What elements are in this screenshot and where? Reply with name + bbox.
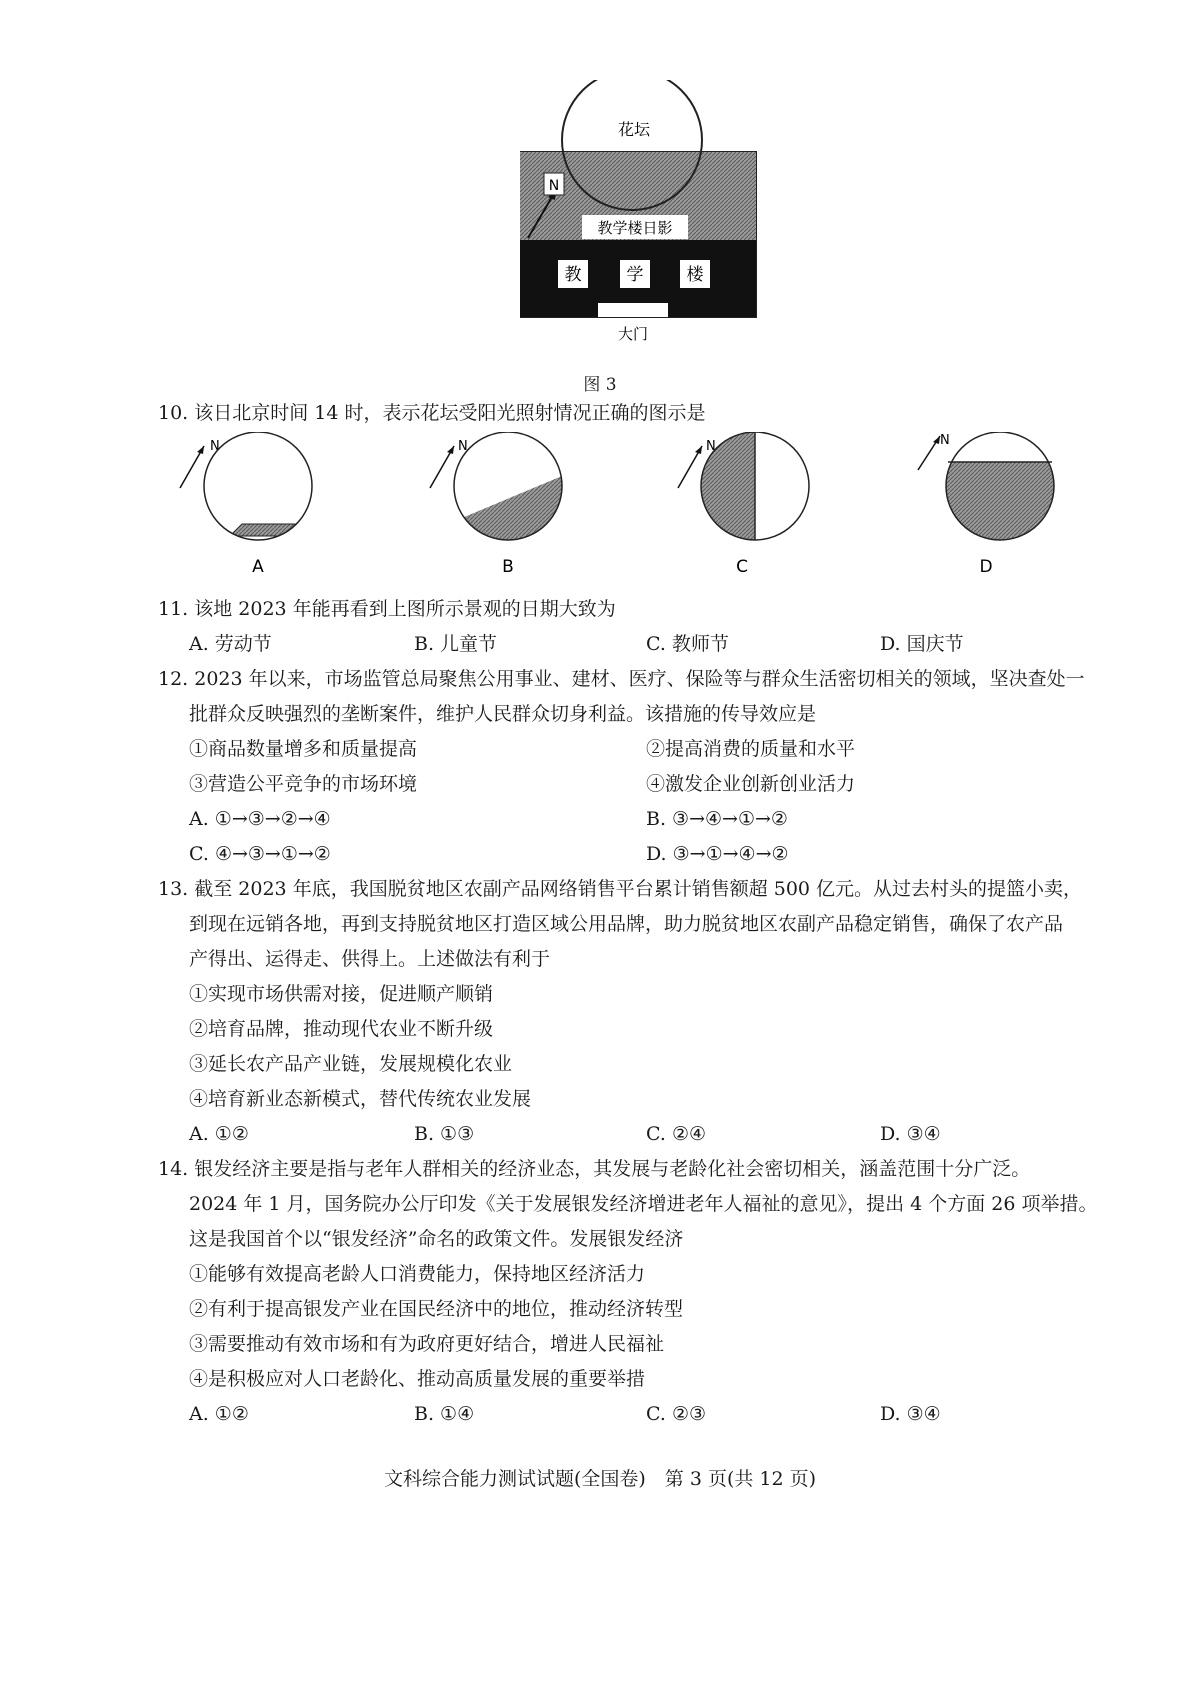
question-13-stem-line-1: 13. 截至 2023 年底，我国脱贫地区农副产品网络销售平台累计销售额超 500 亿元。从过去村头的提篮小卖，: [158, 878, 1083, 900]
question-14-stem-line-2: 2024 年 1 月，国务院办公厅印发《关于发展银发经济增进老年人福祉的意见》，提出 4 个方面 26 项举措。: [189, 1193, 1098, 1215]
question-14-stem-line-3: 这是我国首个以“银发经济”命名的政策文件。发展银发经济: [189, 1228, 684, 1250]
building-gate-notch: [598, 303, 668, 317]
q14-item-1: ①能够有效提高老龄人口消费能力，保持地区经济活力: [189, 1263, 646, 1285]
q14-option-a[interactable]: A. ①②: [189, 1403, 249, 1425]
diagram-d-north: N: [940, 433, 950, 448]
q12-item-3: ③营造公平竞争的市场环境: [189, 773, 418, 795]
page-footer: 文科综合能力测试试题(全国卷) 第 3 页(共 12 页): [383, 1468, 817, 1490]
figure-3-campus-shadow-diagram: [520, 80, 770, 400]
diagram-d-label: D: [979, 557, 993, 577]
diagram-a-north: N: [210, 439, 220, 454]
q12-option-a[interactable]: A. ①→③→②→④: [189, 808, 331, 830]
diagram-d-shadow: [944, 462, 1056, 542]
diagram-a-label: A: [252, 557, 264, 577]
diagram-d: [918, 432, 1056, 577]
diagram-c-north: N: [706, 439, 716, 454]
diagram-b-shadow: [450, 476, 562, 544]
building-char-3: 楼: [686, 265, 704, 285]
q12-option-c[interactable]: C. ④→③→①→②: [189, 843, 331, 865]
q13-option-d[interactable]: D. ③④: [880, 1123, 941, 1145]
question-13-stem-line-3: 产得出、运得走、供得上。上述做法有利于: [189, 948, 551, 970]
q13-item-2: ②培育品牌，推动现代农业不断升级: [189, 1018, 494, 1040]
q10-diagrams: [150, 432, 1080, 582]
diagram-b: [430, 432, 562, 577]
gate-label: 大门: [617, 325, 649, 343]
q13-option-a[interactable]: A. ①②: [189, 1123, 249, 1145]
q13-item-3: ③延长农产品产业链，发展规模化农业: [189, 1053, 513, 1075]
figure-3-caption: 图 3: [583, 375, 617, 395]
q14-item-4: ④是积极应对人口老龄化、推动高质量发展的重要举措: [189, 1368, 646, 1390]
q12-item-2: ②提高消费的质量和水平: [646, 738, 856, 760]
q11-option-c[interactable]: C. 教师节: [646, 633, 729, 655]
q14-option-d[interactable]: D. ③④: [880, 1403, 941, 1425]
building-char-2: 学: [626, 265, 644, 285]
building-char-1: 教: [564, 265, 582, 285]
q12-option-d[interactable]: D. ③→①→④→②: [646, 843, 789, 865]
q14-item-2: ②有利于提高银发产业在国民经济中的地位，推动经济转型: [189, 1298, 684, 1320]
question-12-stem-line-1: 12. 2023 年以来，市场监管总局聚焦公用事业、建材、医疗、保险等与群众生活密切相关的领域，坚决查处一: [158, 668, 1085, 690]
q11-option-a[interactable]: A. 劳动节: [189, 633, 272, 655]
north-label: N: [548, 178, 560, 194]
question-10-stem: 10. 该日北京时间 14 时，表示花坛受阳光照射情况正确的图示是: [158, 402, 706, 424]
question-13-stem-line-2: 到现在远销各地，再到支持脱贫地区打造区域公用品牌，助力脱贫地区农副产品稳定销售，确保了农产品: [189, 913, 1064, 935]
question-14-stem-line-1: 14. 银发经济主要是指与老年人群相关的经济业态，其发展与老龄化社会密切相关，涵盖范围十分广泛。: [158, 1158, 1031, 1180]
q14-option-c[interactable]: C. ②③: [646, 1403, 707, 1425]
q14-item-3: ③需要推动有效市场和有为政府更好结合，增进人民福祉: [189, 1333, 665, 1355]
diagram-b-north: N: [458, 439, 468, 454]
q13-option-c[interactable]: C. ②④: [646, 1123, 707, 1145]
q12-item-1: ①商品数量增多和质量提高: [189, 738, 418, 760]
q13-item-1: ①实现市场供需对接，促进顺产顺销: [189, 983, 494, 1005]
diagram-b-label: B: [502, 557, 514, 577]
question-11-stem: 11. 该地 2023 年能再看到上图所示景观的日期大致为: [158, 598, 616, 620]
flowerbed-label: 花坛: [617, 120, 651, 139]
shadow-label: 教学楼日影: [597, 219, 673, 237]
diagram-c-label: C: [736, 557, 748, 577]
q11-option-b[interactable]: B. 儿童节: [414, 633, 498, 655]
q13-option-b[interactable]: B. ①③: [414, 1123, 475, 1145]
q12-item-4: ④激发企业创新创业活力: [646, 773, 856, 795]
diagram-a: [180, 432, 312, 577]
q13-item-4: ④培育新业态新模式，替代传统农业发展: [189, 1088, 532, 1110]
diagram-c: [678, 432, 809, 577]
q14-option-b[interactable]: B. ①④: [414, 1403, 475, 1425]
question-12-stem-line-2: 批群众反映强烈的垄断案件，维护人民群众切身利益。该措施的传导效应是: [189, 703, 817, 725]
q11-option-d[interactable]: D. 国庆节: [880, 633, 964, 655]
q12-option-b[interactable]: B. ③→④→①→②: [646, 808, 788, 830]
